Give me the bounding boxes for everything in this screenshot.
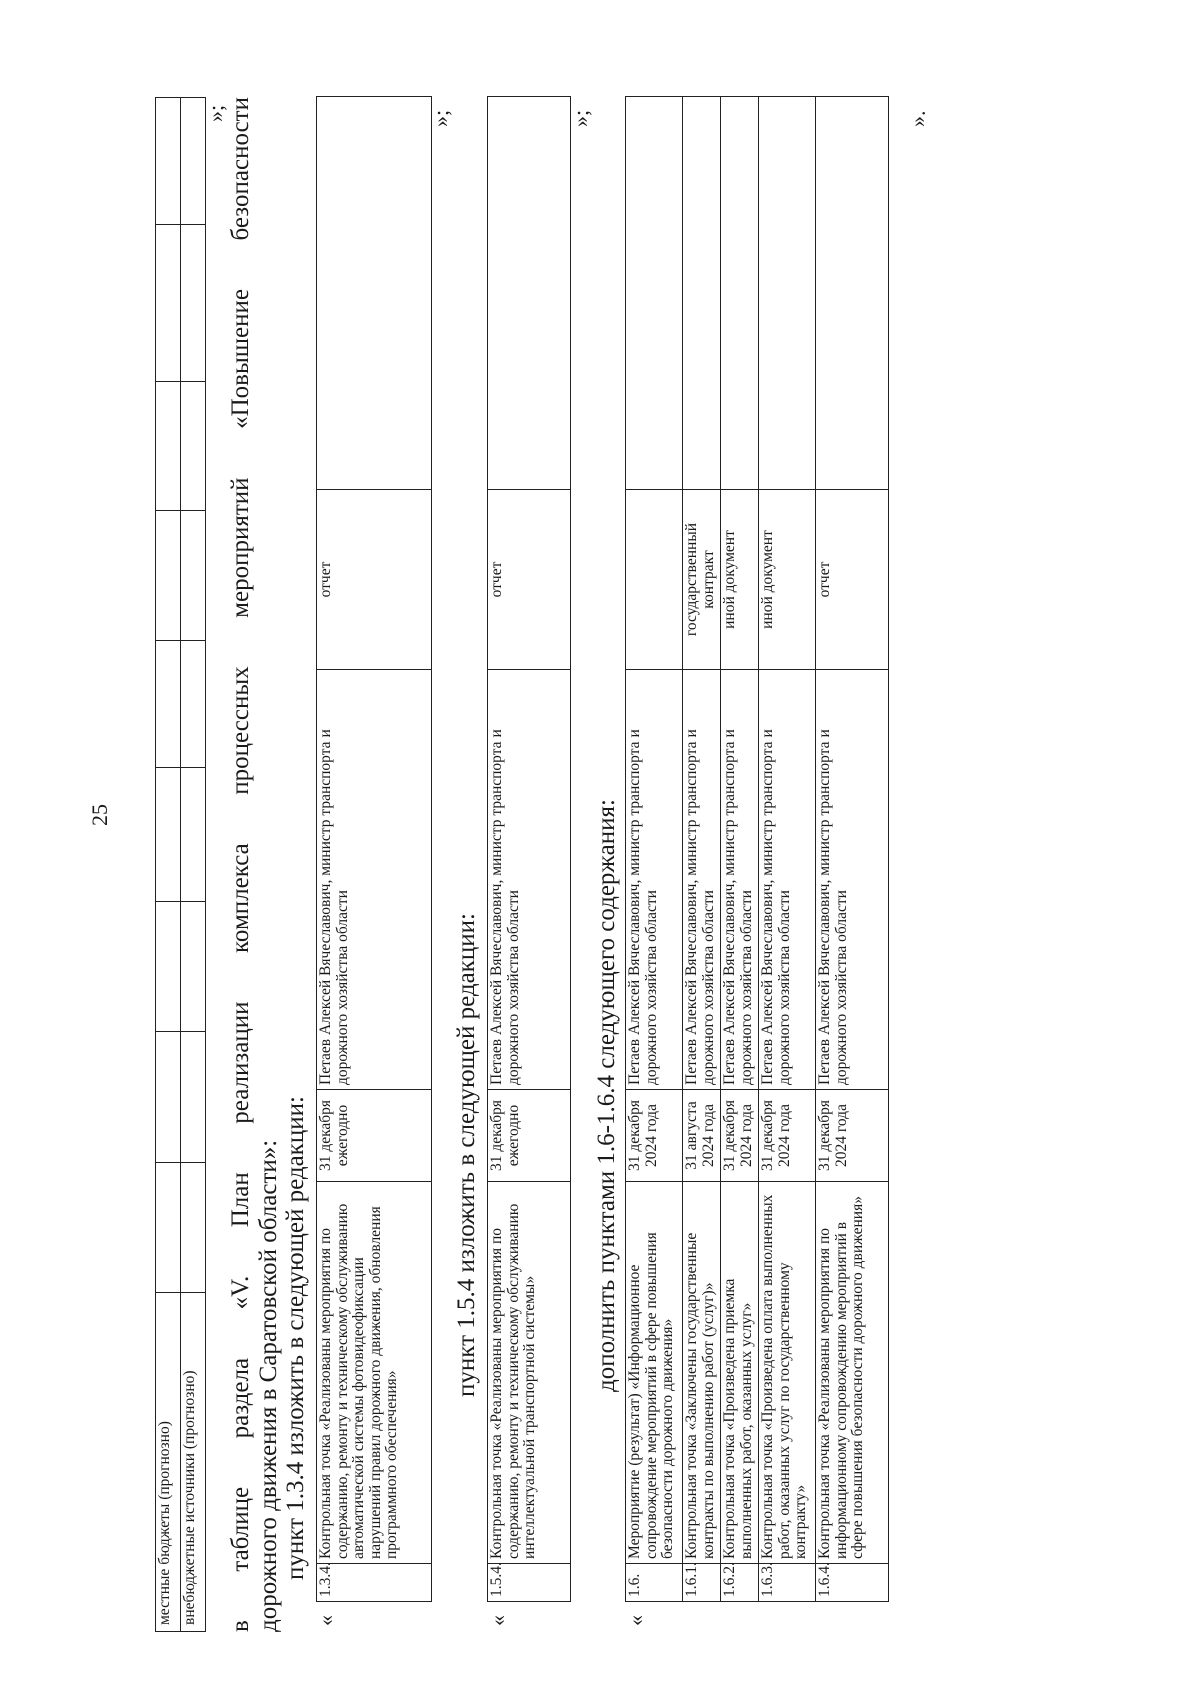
item-description: Контрольная точка «Реализованы мероприятия по информационному сопровождению мероприятий в сфере повышения безопасности дорожного движения» (816, 1182, 889, 1564)
budget-cell (181, 902, 206, 1032)
budget-cell (156, 902, 181, 1032)
budget-cell (181, 224, 206, 381)
table-row (816, 97, 889, 1602)
item-number: 1.5.4. (488, 1564, 571, 1602)
table-154-block (487, 96, 571, 1602)
opening-quote: « (313, 1615, 338, 1626)
intro-line-1: в таблице раздела «V. План реализации комплекса процессных мероприятий «Повышение безопасности (227, 97, 254, 1632)
item-extra (626, 97, 683, 490)
item-number: 1.3.4. (317, 1564, 432, 1602)
item-extra (683, 97, 721, 490)
budget-cell (156, 1163, 181, 1293)
item-description: Контрольная точка «Заключены государственные контракты по выполнению работ (услуг)» (683, 1182, 721, 1564)
item-description: Мероприятие (результат) «Информационное сопровождение мероприятий в сфере повышения безопасности дорожного движения» (626, 1182, 683, 1564)
table-row (759, 97, 816, 1602)
opening-quote: « (485, 1615, 510, 1626)
closing-quote: »; (428, 109, 453, 127)
budget-cell (181, 1031, 206, 1163)
item-extra (721, 97, 759, 490)
item-extra (816, 97, 889, 490)
item-document: иной документ (721, 490, 759, 670)
heading-134: пункт 1.3.4 изложить в следующей редакции: (282, 1096, 309, 1580)
item-document: иной документ (759, 490, 816, 670)
budget-cell (156, 98, 181, 225)
budget-cell (156, 1031, 181, 1163)
page-number: 25 (87, 804, 112, 826)
table-row (488, 97, 571, 1602)
rotated-document-body (155, 97, 1135, 1632)
item-number: 1.6.2. (721, 1564, 759, 1602)
table-16-block (625, 96, 889, 1602)
item-number: 1.6.3. (759, 1564, 816, 1602)
table-154 (487, 96, 571, 1602)
item-document: государственный контракт (683, 490, 721, 670)
budget-row-label: местные бюджеты (прогнозно) (156, 1292, 181, 1631)
item-description: Контрольная точка «Реализованы мероприятия по содержанию, ремонту и техническому обслуживанию автоматической системы фотовидеофиксации нарушений правил дорожного движения, обновления программного обеспечения» (317, 1182, 432, 1564)
intro-line-2: дорожного движения в Саратовской области»: (255, 1139, 282, 1632)
item-number: 1.6.1. (683, 1564, 721, 1602)
item-responsible: Петаев Алексей Вячеславович, министр транспорта и дорожного хозяйства области (721, 670, 759, 1090)
budget-cell (181, 511, 206, 641)
budget-cell (181, 98, 206, 225)
budget-cell (156, 640, 181, 768)
closing-quote: ». (905, 110, 930, 127)
budget-row (156, 98, 181, 1632)
item-responsible: Петаев Алексей Вячеславович, министр транспорта и дорожного хозяйства области (759, 670, 816, 1090)
table-row (317, 97, 432, 1602)
item-deadline: 31 декабря ежегодно (317, 1090, 432, 1182)
item-responsible: Петаев Алексей Вячеславович, министр транспорта и дорожного хозяйства области (683, 670, 721, 1090)
table-134-block (316, 96, 432, 1602)
budget-row-label: внебюджетные источники (прогнозно) (181, 1292, 206, 1631)
item-number: 1.6. (626, 1564, 683, 1602)
item-number: 1.6.4. (816, 1564, 889, 1602)
table-16 (625, 96, 889, 1602)
item-responsible: Петаев Алексей Вячеславович, министр транспорта и дорожного хозяйства области (317, 670, 432, 1090)
budget-cell (156, 768, 181, 902)
table-134 (316, 96, 432, 1602)
closing-quote: »; (203, 104, 228, 122)
item-description: Контрольная точка «Произведена оплата выполненных работ, оказанных услуг по государственному контракту» (759, 1182, 816, 1564)
budget-cell (156, 224, 181, 381)
budget-table-block (155, 97, 228, 1632)
budget-cell (181, 640, 206, 768)
table-row (626, 97, 683, 1602)
item-description: Контрольная точка «Произведена приемка выполненных работ, оказанных услуг» (721, 1182, 759, 1564)
budget-cell (156, 381, 181, 511)
item-deadline: 31 декабря 2024 года (721, 1090, 759, 1182)
item-document (626, 490, 683, 670)
table-row (683, 97, 721, 1602)
item-extra (488, 97, 571, 490)
heading-16: дополнить пунктами 1.6-1.6.4 следующего содержания: (593, 799, 620, 1392)
budget-cell (181, 1163, 206, 1293)
item-deadline: 31 декабря 2024 года (759, 1090, 816, 1182)
heading-154: пункт 1.5.4 изложить в следующей редакции: (453, 913, 480, 1397)
opening-quote: « (623, 1615, 648, 1626)
item-deadline: 31 августа 2024 года (683, 1090, 721, 1182)
budget-row (181, 98, 206, 1632)
item-responsible: Петаев Алексей Вячеславович, министр транспорта и дорожного хозяйства области (488, 670, 571, 1090)
closing-quote: »; (568, 109, 593, 127)
budget-cell (181, 381, 206, 511)
item-description: Контрольная точка «Реализованы мероприятия по содержанию, ремонту и техническому обслуживанию интеллектуальной транспортной системы» (488, 1182, 571, 1564)
item-deadline: 31 декабря 2024 года (626, 1090, 683, 1182)
item-deadline: 31 декабря 2024 года (816, 1090, 889, 1182)
item-document: отчет (317, 490, 432, 670)
budget-cell (156, 511, 181, 641)
item-document: отчет (488, 490, 571, 670)
item-extra (317, 97, 432, 490)
item-responsible: Петаев Алексей Вячеславович, министр транспорта и дорожного хозяйства области (626, 670, 683, 1090)
table-row (721, 97, 759, 1602)
item-document: отчет (816, 490, 889, 670)
budget-table (155, 97, 206, 1632)
item-responsible: Петаев Алексей Вячеславович, министр транспорта и дорожного хозяйства области (816, 670, 889, 1090)
item-deadline: 31 декабря ежегодно (488, 1090, 571, 1182)
budget-cell (181, 768, 206, 902)
item-extra (759, 97, 816, 490)
